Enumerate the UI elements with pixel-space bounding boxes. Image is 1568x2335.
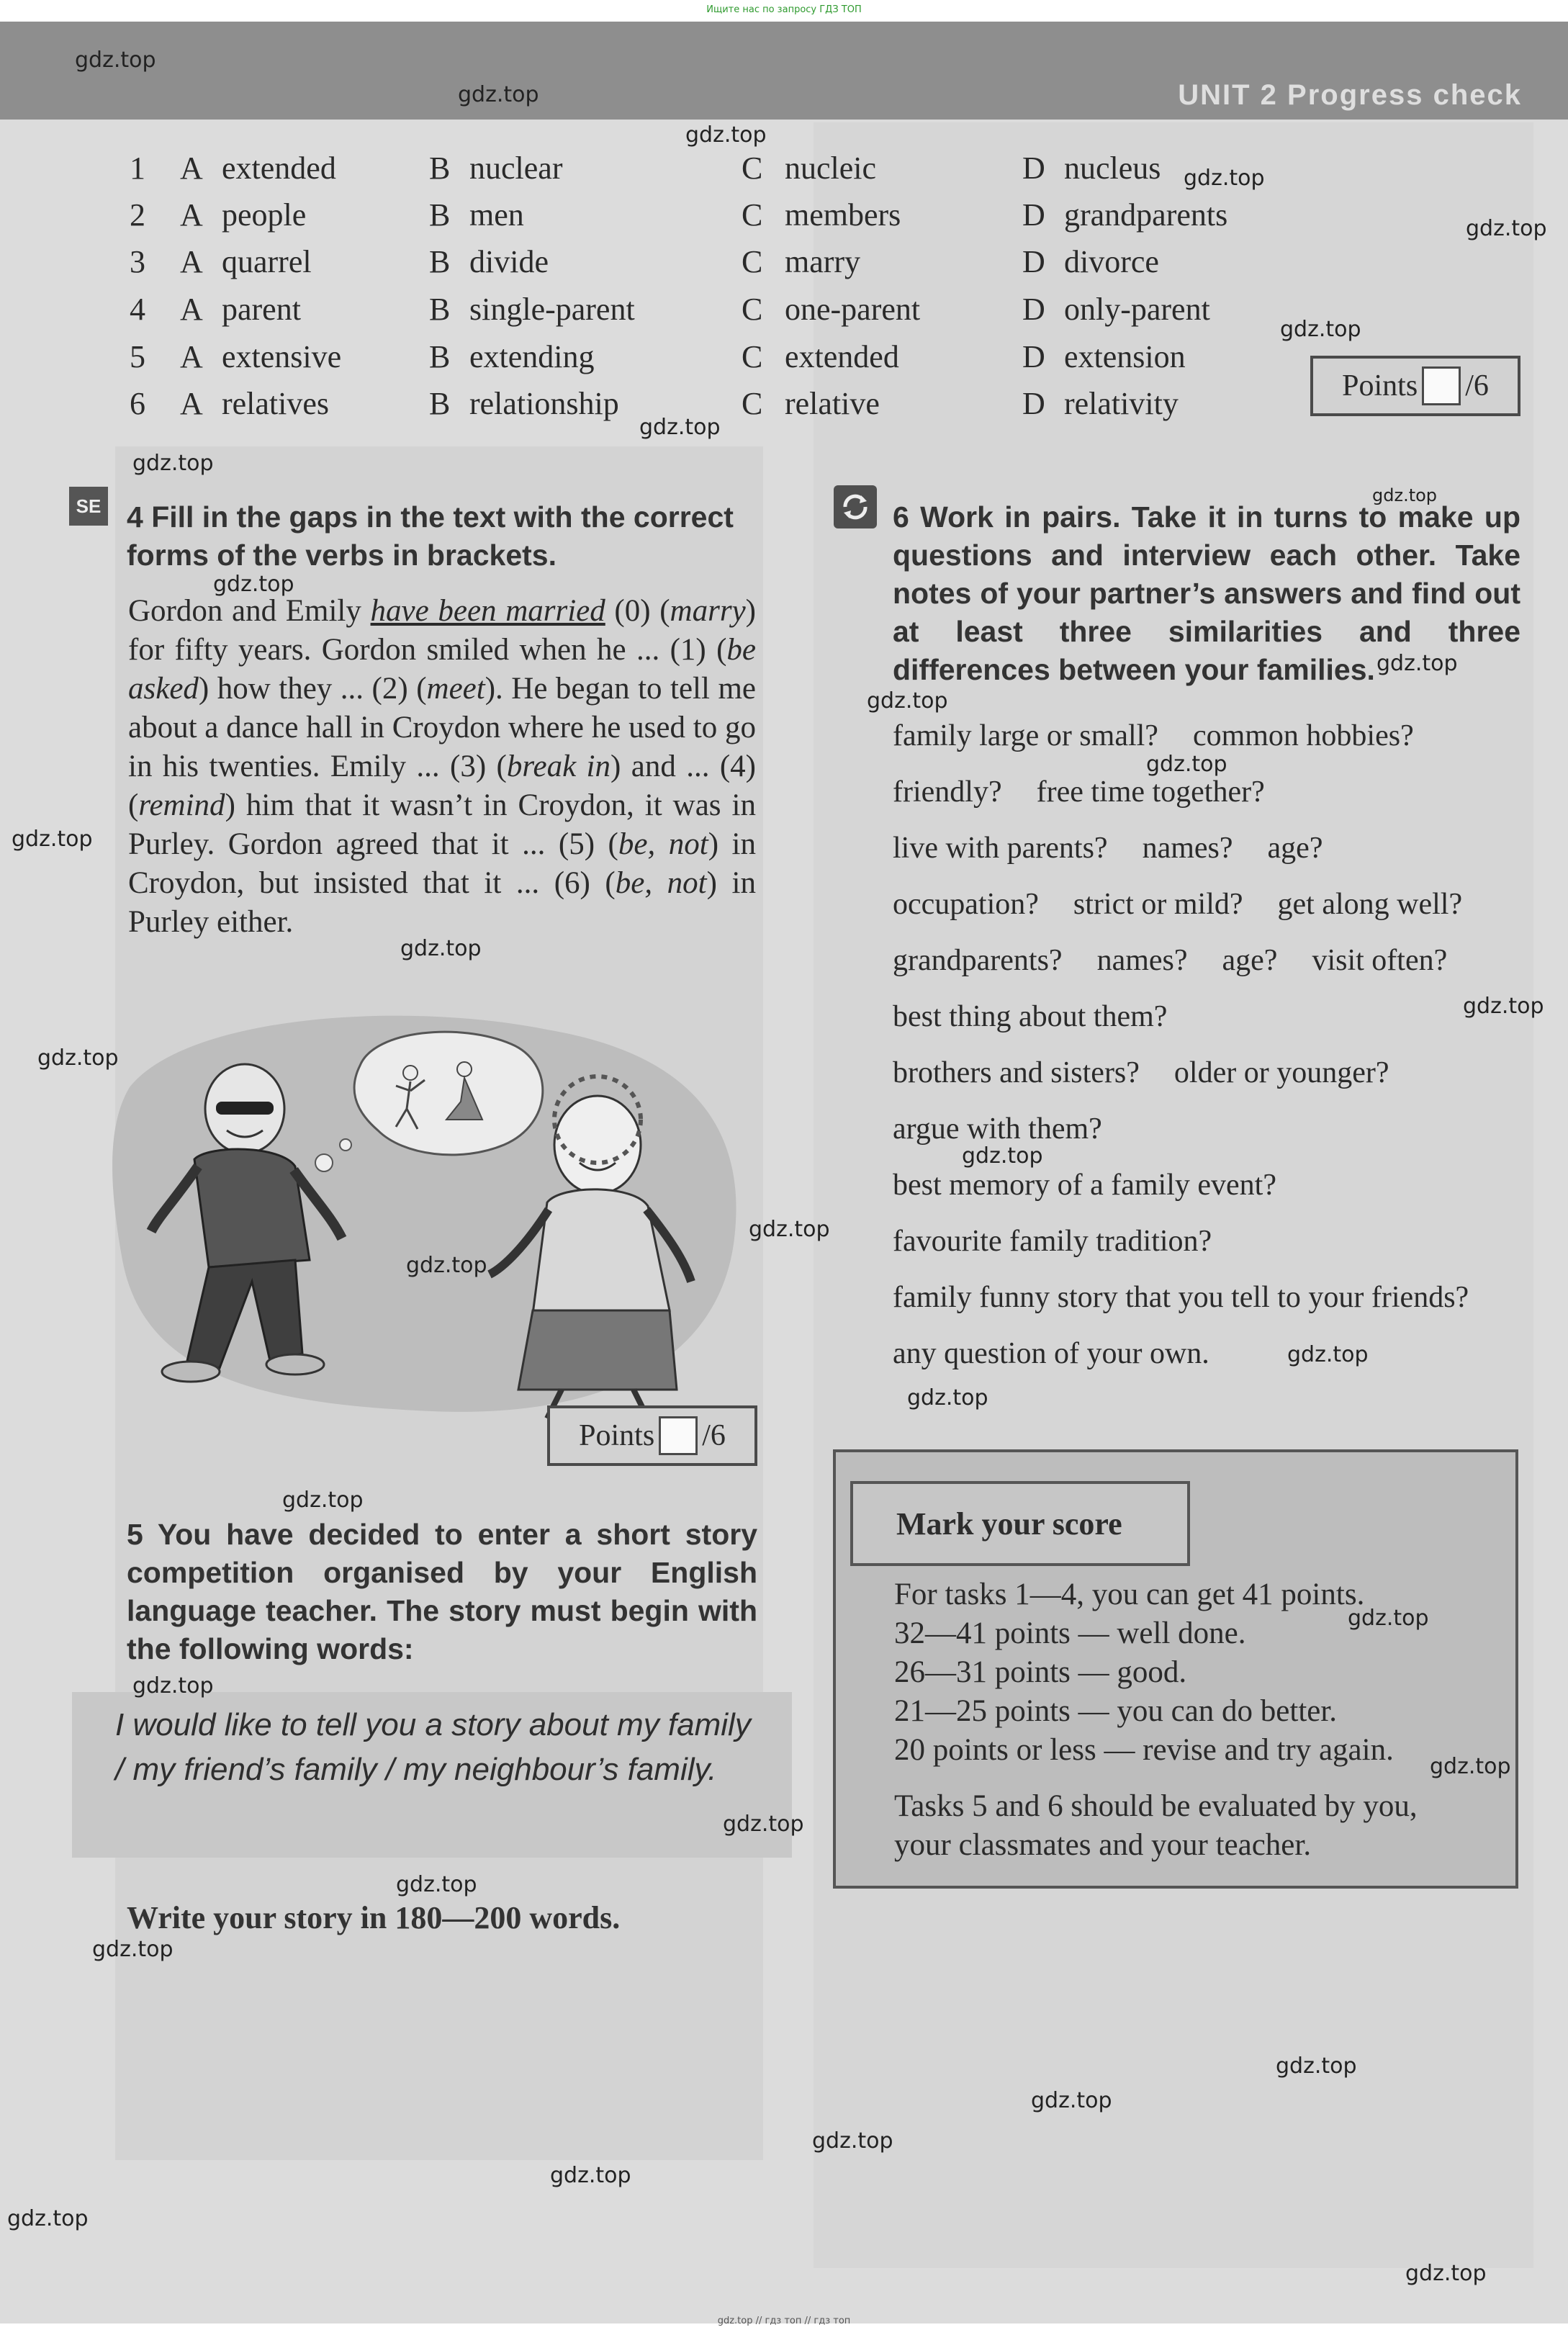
option-letter: D [1022,339,1045,374]
option-letter: C [742,150,763,186]
option-letter: B [429,197,451,233]
watermark: gdz.top [550,2163,631,2188]
watermark: gdz.top [1348,1606,1429,1631]
option-text: extensive [222,339,342,374]
option-letter: B [429,386,451,421]
watermark: gdz.top [1184,166,1265,191]
option-number: 5 [130,339,145,374]
task6-heading: 6 Work in pairs. Take it in turns to make up questions and interview each other. Take notes of your partner’s answers and find out at least three similarities and three differences between your families. [893,500,1520,686]
score-line: 20 points or less — revise and try again. [894,1733,1394,1767]
prompt-line: argue with them? [893,1112,1102,1146]
watermark: gdz.top [1463,994,1544,1019]
prompt-line: grandparents? names? age? visit often? [893,944,1448,977]
option-letter: D [1022,244,1045,279]
watermark: gdz.top [213,572,294,597]
watermark: gdz.top [37,1045,119,1071]
option-text: extended [222,150,336,186]
prompt-line: live with parents? names? age? [893,832,1323,865]
option-number: 4 [130,292,145,327]
watermark: gdz.top [406,1253,487,1278]
option-text: extending [469,339,595,374]
se-badge: SE [69,487,108,526]
prompt-line: brothers and sisters? older or younger? [893,1056,1389,1089]
option-letter: C [742,292,763,327]
option-text: men [469,197,524,233]
watermark: gdz.top [1430,1754,1511,1779]
watermark: gdz.top [867,688,948,714]
watermark: gdz.top [132,1673,214,1699]
option-letter: B [429,292,451,327]
option-text: marry [785,244,861,279]
watermark: gdz.top [812,2128,893,2154]
couple-dancing-illustration [101,1001,770,1433]
watermark: gdz.top [458,82,539,107]
option-letter: C [742,244,763,279]
option-text: divide [469,244,549,279]
option-letter: D [1022,150,1045,186]
points-input-box[interactable] [1422,366,1461,405]
task4-text: Gordon and Emily have been married (0) (marry) for fifty years. Gordon smiled when he ... (1) (be asked) how they ... (2) (meet). He began to tell me about a dance hall in Croydon where he used to go in his twenties. Emily ... (3) (break in) and ... (4) (remind) him that it wasn’t in Croydon, it was in Purley. Gordon agreed that it ... (5) (be, not) in Croydon, but insisted that it ... (6) (be, not) in Purley either. [128,594,756,939]
watermark: gdz.top [723,1812,804,1837]
task3-points-box [1310,356,1520,416]
option-letter: C [742,339,763,374]
task4-points-box [547,1405,757,1466]
watermark: gdz.top [1031,2088,1112,2113]
watermark: gdz.top [1146,752,1227,777]
watermark: gdz.top [7,2206,89,2231]
option-letter: D [1022,386,1045,421]
watermark: gdz.top [1466,216,1547,241]
header-title: UNIT 2 Progress check [1178,79,1522,111]
task5-heading: 5 You have decided to enter a short story competition organised by your English language teacher. The story must begin with the following words: [127,1518,757,1665]
score-line: 32—41 points — well done. [894,1616,1246,1650]
watermark: gdz.top [1287,1342,1369,1367]
prompt-line: family funny story that you tell to your friends? [893,1281,1469,1314]
watermark: gdz.top [1276,2053,1357,2079]
score-line: 26—31 points — good. [894,1655,1187,1689]
score-note: Tasks 5 and 6 should be evaluated by you, [894,1789,1418,1823]
top-note: Ищите нас по запросу ГДЗ ТОП [706,4,862,15]
prompt-line: any question of your own. [893,1337,1209,1370]
option-text: extension [1064,339,1186,374]
watermark: gdz.top [132,451,214,476]
watermark: gdz.top [75,48,156,73]
option-text: one-parent [785,292,921,327]
points-max: /6 [702,1419,726,1452]
task4-heading: 4 Fill in the gaps in the text with the correct forms of the verbs in brackets. [127,500,734,572]
option-number: 1 [130,150,145,186]
pair-work-icon [834,485,877,528]
option-letter: B [429,244,451,279]
score-line: 21—25 points — you can do better. [894,1694,1338,1728]
option-number: 3 [130,244,145,279]
option-number: 2 [130,197,145,233]
watermark: gdz.top [1376,651,1458,676]
watermark: gdz.top [396,1872,477,1897]
task5-quote: I would like to tell you a story about my family / my friend’s family / my neighbour’s family. [115,1707,751,1787]
watermark: gdz.top [282,1488,364,1513]
option-text: relationship [469,386,619,421]
option-text: parent [222,292,301,327]
option-text: divorce [1064,244,1159,279]
option-text: quarrel [222,244,312,279]
watermark: gdz.top [1372,485,1438,505]
watermark: gdz.top [92,1937,174,1962]
option-text: relativity [1064,386,1179,421]
prompt-line: friendly? free time together? [893,775,1265,809]
points-label: Points [579,1419,655,1452]
prompt-line: favourite family tradition? [893,1225,1212,1258]
watermark: gdz.top [962,1143,1043,1169]
watermark: gdz.top [12,827,93,852]
option-letter: A [180,197,203,233]
option-text: nucleus [1064,150,1161,186]
option-text: single-parent [469,292,635,327]
score-note: your classmates and your teacher. [894,1828,1312,1862]
watermark: gdz.top [1280,317,1361,342]
option-number: 6 [130,386,145,421]
bottom-note: gdz.top // гдз топ // гдз топ [717,2316,851,2326]
task5-instruction: Write your story in 180—200 words. [127,1900,621,1935]
points-label: Points [1342,369,1418,402]
watermark: gdz.top [685,122,767,148]
option-letter: C [742,197,763,233]
watermark: gdz.top [639,415,721,440]
option-letter: D [1022,197,1045,233]
option-letter: B [429,339,451,374]
prompt-line: best thing about them? [893,1000,1168,1033]
option-text: relative [785,386,880,421]
prompt-line: best memory of a family event? [893,1169,1276,1202]
option-text: only-parent [1064,292,1210,327]
option-letter: A [180,339,203,374]
option-letter: A [180,386,203,421]
option-text: extended [785,339,899,374]
points-input-box[interactable] [659,1416,698,1455]
prompt-line: occupation? strict or mild? get along well? [893,888,1463,921]
option-text: nucleic [785,150,877,186]
points-max: /6 [1465,369,1489,402]
option-letter: A [180,150,203,186]
option-text: nuclear [469,150,563,186]
watermark: gdz.top [400,936,482,961]
watermark: gdz.top [907,1385,988,1411]
option-text: people [222,197,307,233]
option-letter: A [180,292,203,327]
option-letter: D [1022,292,1045,327]
option-letter: C [742,386,763,421]
option-letter: A [180,244,203,279]
score-title: Mark your score [850,1481,1190,1566]
prompt-line: family large or small? common hobbies? [893,719,1414,752]
watermark: gdz.top [1405,2261,1487,2286]
watermark: gdz.top [749,1217,830,1242]
option-text: relatives [222,386,330,421]
score-line: For tasks 1—4, you can get 41 points. [894,1578,1365,1611]
option-text: grandparents [1064,197,1228,233]
option-text: members [785,197,901,233]
option-letter: B [429,150,451,186]
